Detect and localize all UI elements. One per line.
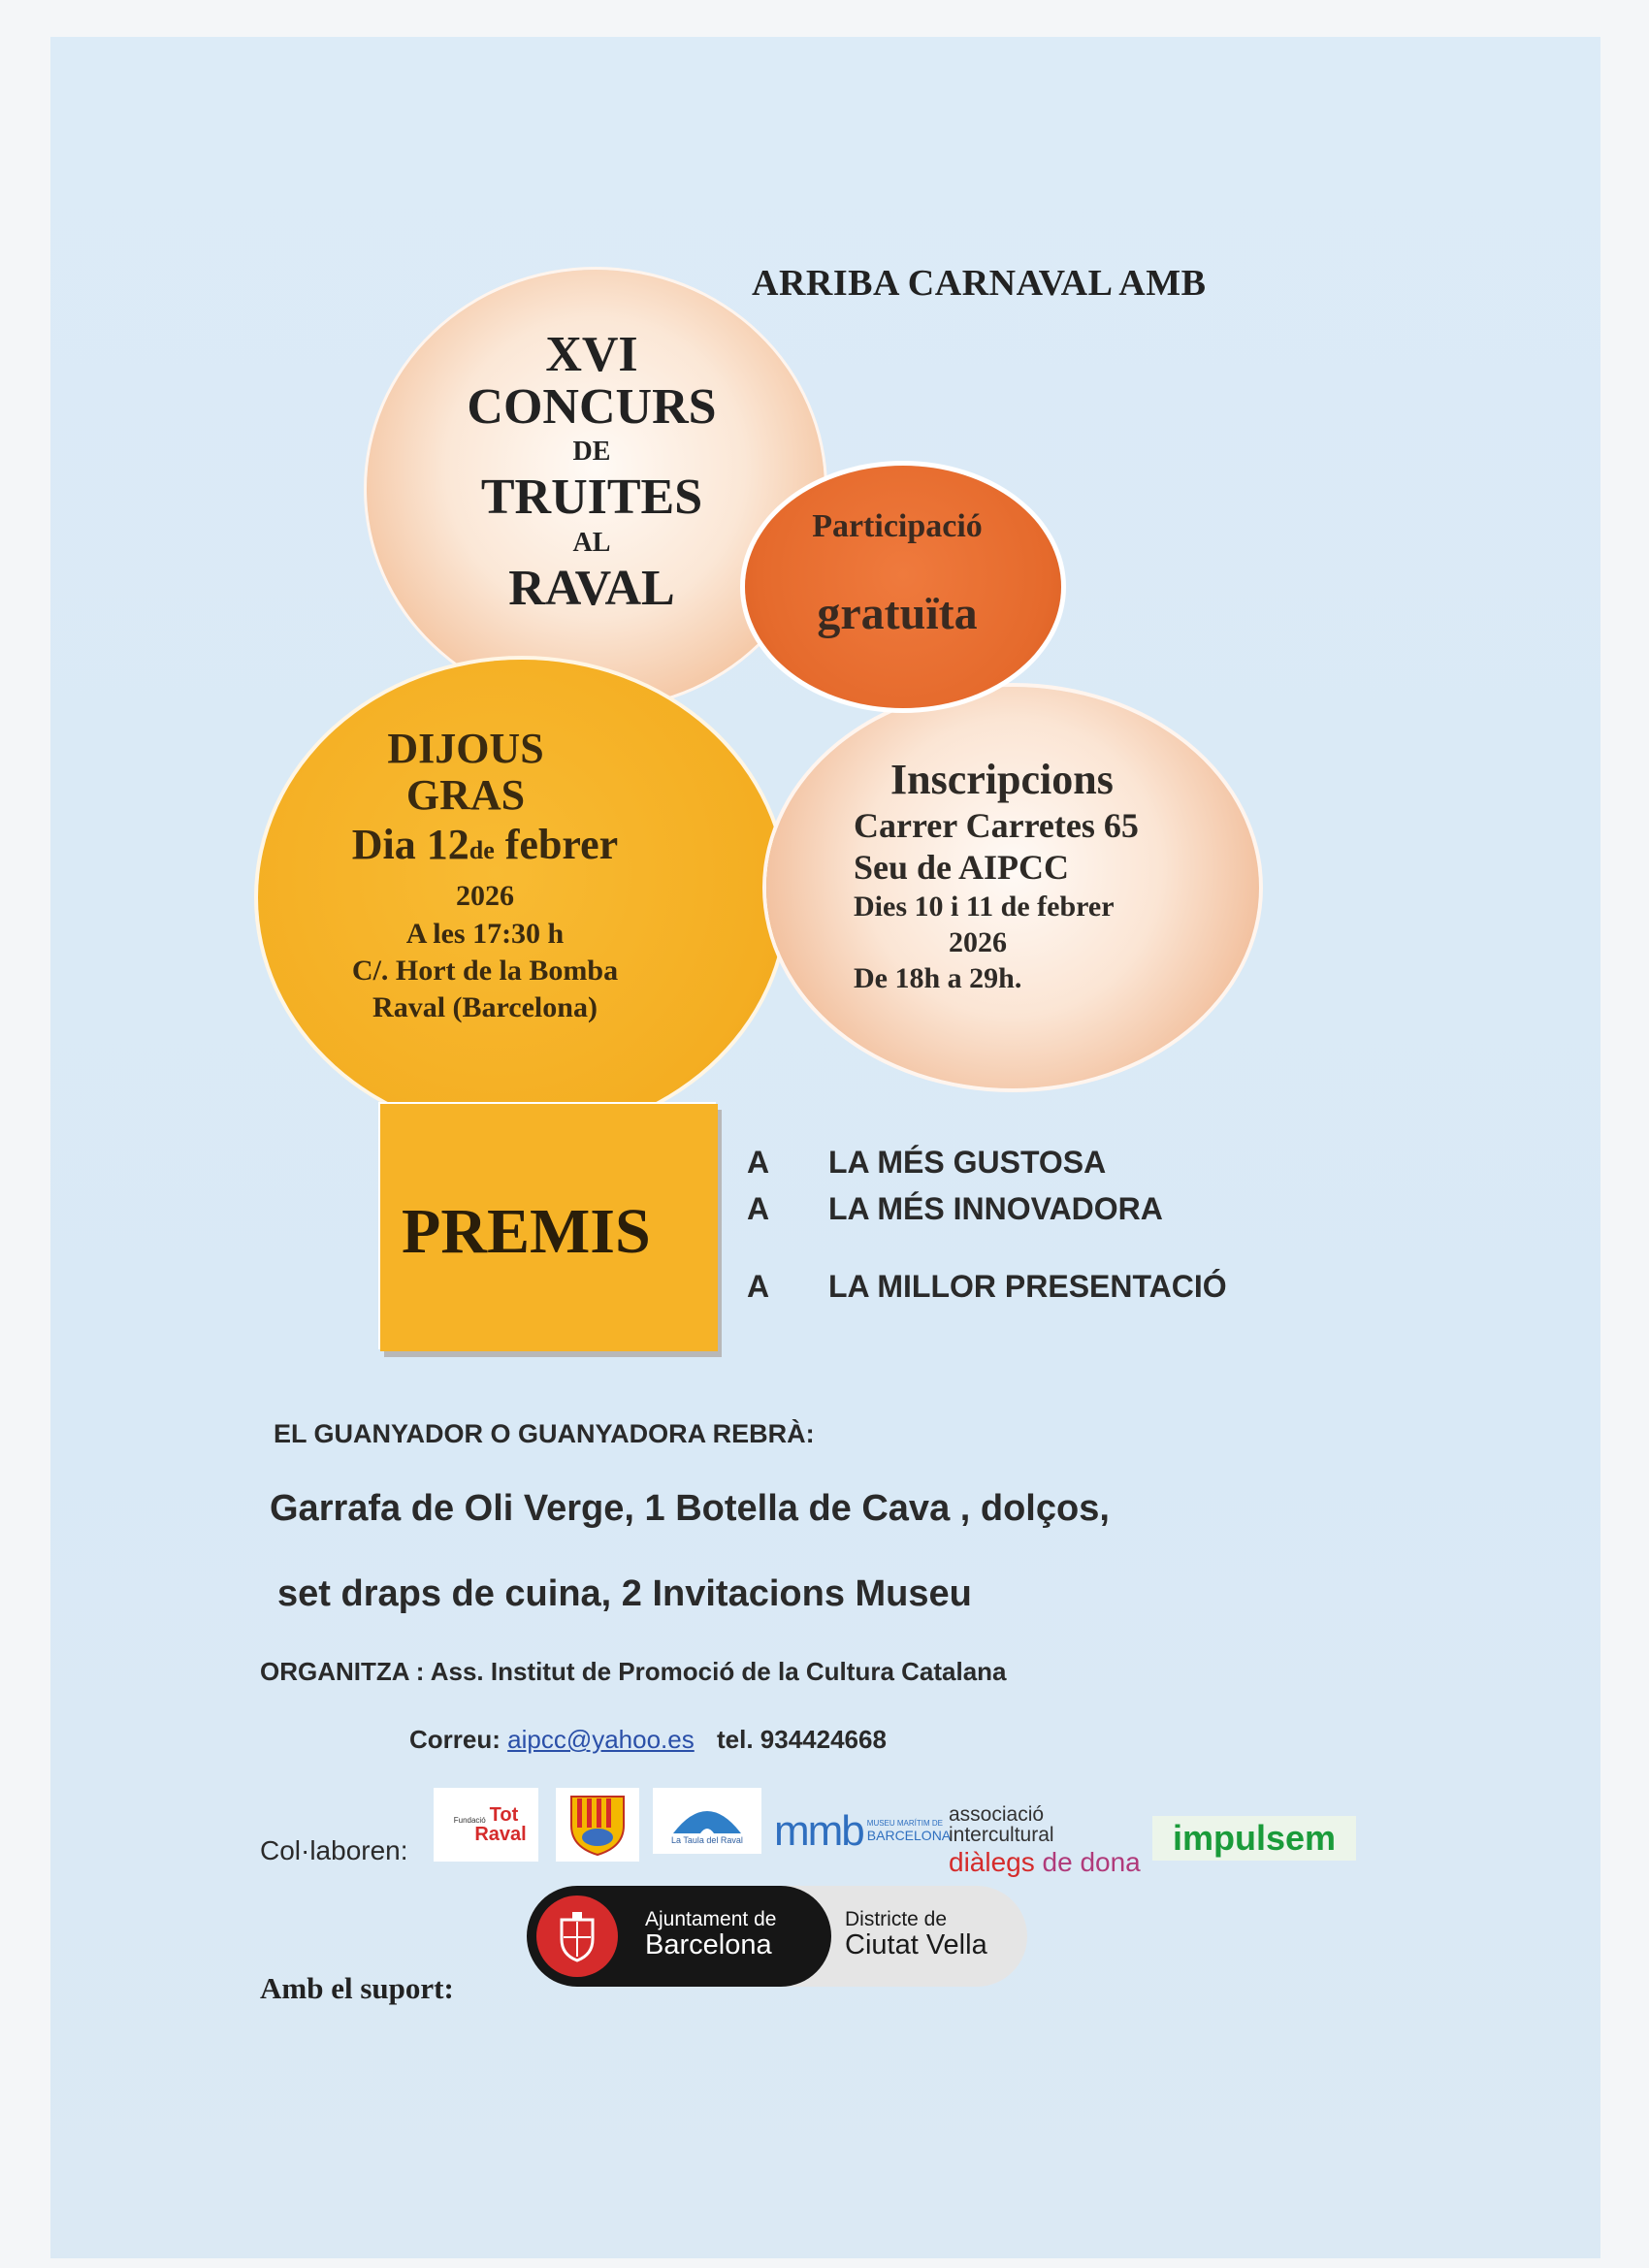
date-line-gras: GRAS: [405, 771, 526, 819]
dialegs-word: diàlegs: [949, 1847, 1035, 1877]
prize-intro: EL GUANYADOR O GUANYADORA REBRÀ:: [274, 1419, 815, 1448]
premis-list: [747, 1145, 1227, 1315]
ajuntament-line1: Ajuntament de: [645, 1908, 777, 1930]
premis-item: [747, 1191, 1227, 1269]
date-line-dijous: DIJOUS: [387, 725, 544, 772]
taula-raval-logo: [653, 1788, 761, 1854]
ajuntament-line2: Barcelona: [645, 1929, 772, 1961]
participation-line1: Participació: [812, 508, 983, 544]
districte-line1: Districte de: [845, 1908, 948, 1930]
premis-item-text: LA MÉS INNOVADORA: [828, 1191, 1163, 1226]
dialegs-logo: [949, 1804, 1143, 1876]
mmb-small1: MUSEU MARÍTIM DE: [866, 1819, 944, 1829]
title-line-raval: RAVAL: [508, 561, 675, 616]
premis-item-a: A: [747, 1145, 770, 1180]
email-label: Correu:: [409, 1725, 508, 1754]
title-line-de: DE: [572, 437, 611, 467]
inscriptions-line5: De 18h a 29h.: [854, 962, 1022, 994]
prize-line1: Garrafa de Oli Verge, 1 Botella de Cava , dolços,: [270, 1488, 1110, 1529]
aipcc-logo: [556, 1788, 639, 1862]
inscriptions-block: [854, 755, 1242, 997]
support-label: Amb el suport:: [260, 1971, 454, 2005]
premis-label: PREMIS: [402, 1196, 651, 1267]
date-line-day: [272, 819, 698, 877]
participation-block: [766, 506, 1028, 640]
inscriptions-line2: Seu de AIPCC: [854, 848, 1070, 887]
premis-item-a: A: [747, 1191, 770, 1226]
tot-raval-logo: [434, 1788, 538, 1862]
date-time: A les 17:30 h: [405, 918, 565, 950]
mmb-big: mmb: [774, 1807, 863, 1855]
date-year: 2026: [456, 880, 514, 912]
prize-line2: set draps de cuina, 2 Invitacions Museu: [277, 1573, 972, 1614]
impulsem-text: impulsem: [1172, 1818, 1337, 1858]
title-line-truites: TRUITES: [480, 470, 703, 525]
title-line-concurs: CONCURS: [467, 379, 717, 435]
contact-line: [409, 1725, 887, 1755]
date-day-prefix: Dia 12: [351, 821, 469, 868]
participation-line2: gratuïta: [817, 588, 978, 639]
inscriptions-line3: Dies 10 i 11 de febrer: [854, 891, 1115, 923]
aipcc-emblem-icon: [564, 1793, 631, 1857]
mmb-logo: [774, 1802, 952, 1861]
taula-raval-text: La Taula del Raval: [671, 1835, 743, 1845]
premis-item: [747, 1145, 1227, 1191]
tot-raval-big2: Raval: [474, 1824, 527, 1845]
taula-raval-arch-icon: [663, 1797, 751, 1835]
dialegs-suffix: de dona: [1034, 1847, 1141, 1877]
phone-text: tel. 934424668: [716, 1725, 887, 1754]
inscriptions-line1: Carrer Carretes 65: [854, 806, 1139, 845]
date-area: Raval (Barcelona): [372, 991, 598, 1023]
date-block: [291, 726, 698, 1026]
inscriptions-line4: 2026: [949, 926, 1007, 958]
dialegs-top: associació intercultural: [949, 1803, 1054, 1846]
districte-line2: Ciutat Vella: [845, 1929, 987, 1961]
date-street: C/. Hort de la Bomba: [351, 955, 619, 987]
barcelona-shield-icon: [536, 1895, 618, 1977]
inscriptions-title: Inscripcions: [890, 756, 1114, 803]
premis-item: [747, 1269, 1227, 1315]
tot-raval-big1: Tot: [489, 1804, 519, 1826]
mmb-small2: BARCELONA: [866, 1827, 952, 1843]
header-top-line: ARRIBA CARNAVAL AMB: [752, 263, 1207, 304]
premis-item-a: A: [747, 1269, 770, 1304]
organizer-text: ORGANITZA : Ass. Institut de Promoció de la Cultura Catalana: [260, 1657, 1007, 1686]
premis-item-text: LA MILLOR PRESENTACIÓ: [828, 1269, 1227, 1304]
title-line-al: AL: [572, 528, 611, 558]
premis-item-text: LA MÉS GUSTOSA: [828, 1145, 1107, 1180]
impulsem-logo: [1152, 1816, 1356, 1861]
ajuntament-logo: [527, 1886, 1027, 1987]
email-link[interactable]: aipcc@yahoo.es: [507, 1725, 695, 1754]
date-day-de: de: [469, 836, 495, 864]
title-block: [388, 327, 795, 617]
title-line-xvi: XVI: [545, 327, 638, 382]
collaborators-label: Col·laboren:: [260, 1835, 408, 1865]
tot-raval-small: Fundació: [453, 1816, 486, 1825]
date-day-suffix: febrer: [494, 821, 619, 868]
